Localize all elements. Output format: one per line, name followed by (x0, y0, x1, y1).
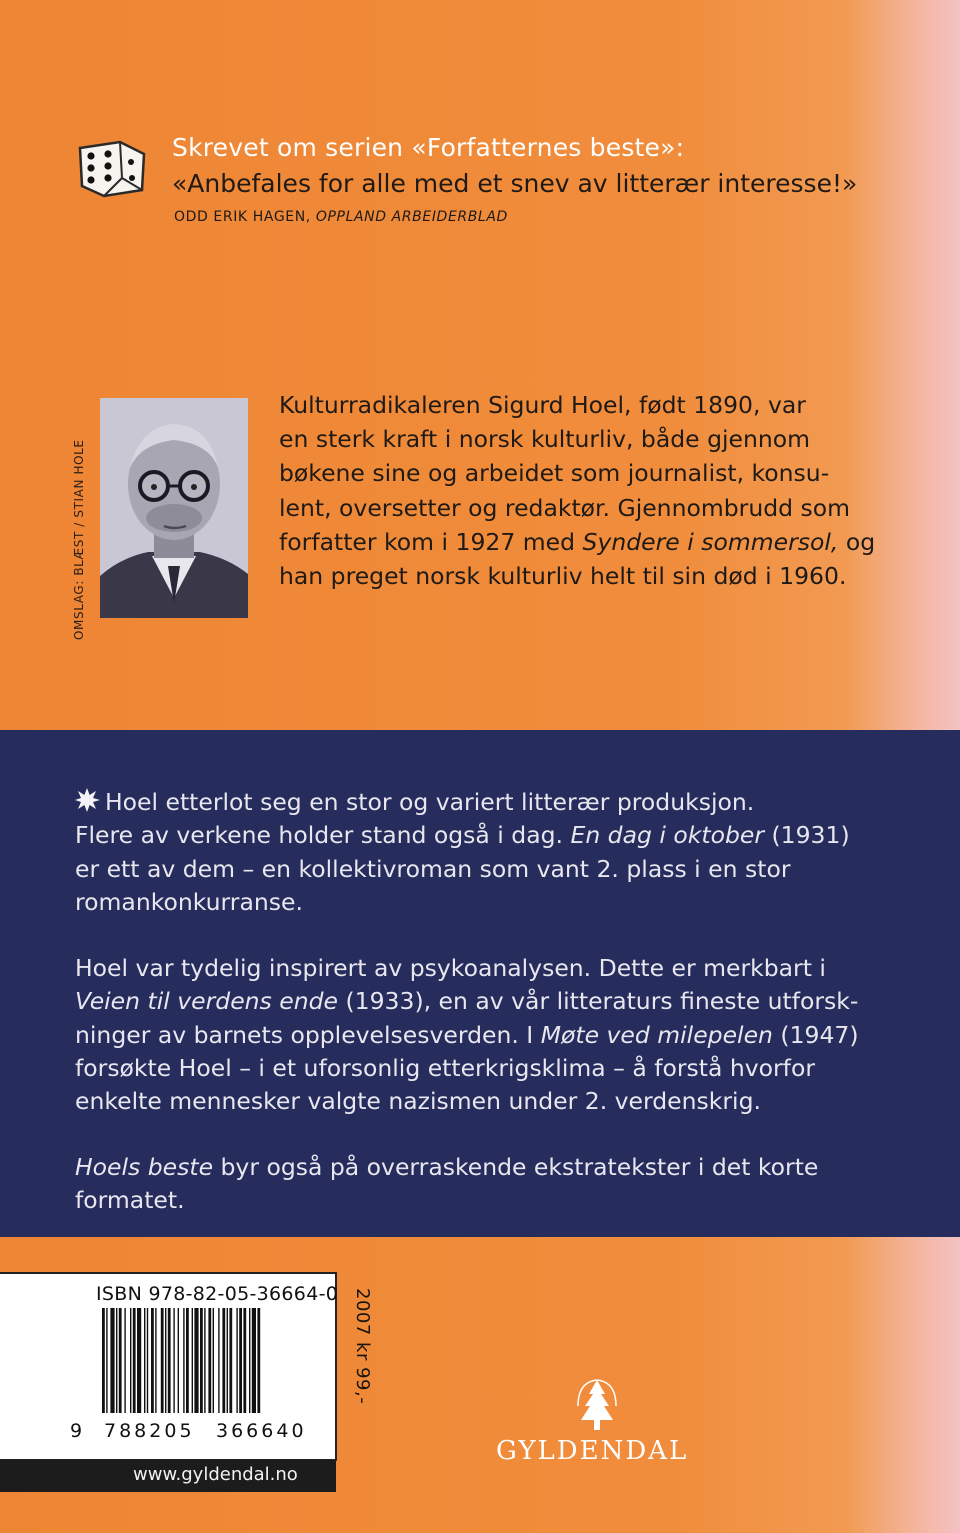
barcode-digits (70, 1420, 330, 1442)
bio-line: bøkene sine og arbeidet som journalist, konsu- (279, 459, 830, 488)
isbn-text: ISBN 978-82-05-36664-0 (96, 1283, 339, 1305)
bio-text: og (838, 527, 876, 556)
barcode-digits-left: 788205 (104, 1420, 195, 1442)
blurb-line (75, 819, 895, 852)
tree-logo-icon (576, 1378, 618, 1434)
star-icon (75, 787, 105, 813)
blurb-text: Flere av verkene holder stand også i dag. (75, 821, 571, 850)
bio-line (279, 525, 879, 559)
blurb-paragraph-2 (75, 952, 895, 1118)
blurb-line: Hoel var tydelig inspirert av psykoanalysen. Dette er merkbart i (75, 954, 826, 982)
quote-source-name: ODD ERIK HAGEN, (174, 209, 316, 225)
blurb-line: enkelte mennesker valgte nazismen under 2. verdenskrig. (75, 1087, 761, 1116)
blurb-line: formatet. (75, 1186, 185, 1215)
bio-line: Kulturradikaleren Sigurd Hoel, født 1890, var (279, 391, 806, 419)
website-url[interactable]: www.gyldendal.no (133, 1464, 298, 1485)
bio-line: en sterk kraft i norsk kulturliv, både gjennom (279, 425, 811, 454)
quote-text: «Anbefales for alle med et snev av litterær interesse!» (172, 169, 858, 198)
bio-line: han preget norsk kulturliv helt til sin død i 1960. (279, 562, 847, 591)
blurb-paragraph-3 (75, 1151, 895, 1218)
blurb-line: er ett av dem – en kollektivroman som vant 2. plass i en stor (75, 854, 791, 883)
book-title: Syndere i sommersol, (582, 527, 839, 556)
publisher-name: GYLDENDAL (496, 1436, 689, 1466)
book-title: Veien til verdens ende (75, 987, 338, 1016)
blurb-text: byr også på overraskende ekstratekster i det korte (213, 1153, 819, 1181)
barcode-icon (102, 1308, 326, 1413)
blurb-line: romankonkurranse. (75, 887, 303, 916)
blurb-line (75, 1019, 895, 1052)
blurb-line: forsøkte Hoel – i et uforsonlig etterkrigsklima – å forstå hvorfor (75, 1053, 815, 1082)
quote-source (174, 209, 508, 225)
quote-source-publication: OPPLAND ARBEIDERBLAD (315, 209, 508, 225)
bio-line: lent, oversetter og redaktør. Gjennombrudd som (279, 493, 851, 522)
bio-text: forfatter kom i 1927 med (279, 527, 583, 556)
book-title: Møte ved milepelen (540, 1020, 773, 1049)
blurb-text: (1933), en av vår litteraturs fineste utforsk- (338, 987, 859, 1016)
book-title: En dag i oktober (570, 821, 764, 850)
book-title: Hoels beste (75, 1153, 214, 1181)
price-text: 2007 kr 99,- (352, 1288, 373, 1405)
blurb-text: (1947) (772, 1020, 859, 1049)
author-bio (279, 388, 879, 593)
blurb-text: ninger av barnets opplevelsesverden. I (75, 1020, 541, 1049)
blurb-line (75, 985, 895, 1018)
cover-credit: OMSLAG: BLÆST / STIAN HOLE (72, 439, 86, 640)
blurb-paragraph-1 (75, 786, 895, 919)
barcode-digits-right: 366640 (216, 1420, 307, 1442)
quote-intro: Skrevet om serien «Forfatternes beste»: (172, 133, 685, 162)
blurb-text: Hoel etterlot seg en stor og variert litterær produksjon. (105, 788, 755, 816)
barcode-digit-prefix: 9 (70, 1420, 83, 1442)
blurb-text: (1931) (764, 821, 850, 850)
blurb-line (75, 786, 895, 819)
dice-icon (76, 138, 148, 200)
author-photo (100, 398, 248, 618)
blurb-line (75, 1151, 895, 1184)
